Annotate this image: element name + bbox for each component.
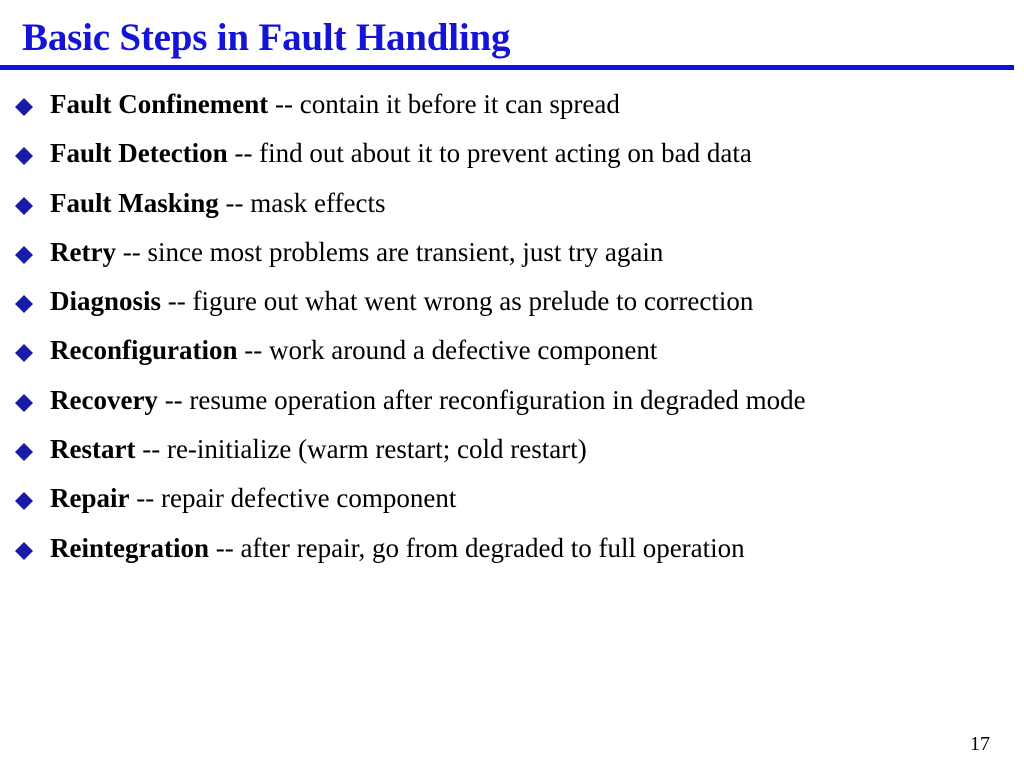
list-item [0,427,1024,476]
term-description: -- work around a defective component [237,335,658,366]
list-item [0,181,1024,230]
diamond-icon [15,246,33,264]
list-item [0,82,1024,131]
term-label: Retry [50,236,116,267]
term-description: -- after repair, go from degraded to full operation [208,532,745,563]
diamond-icon [15,295,33,313]
diamond-icon [15,344,33,362]
term-label: Reconfiguration [50,335,238,366]
list-item [0,526,1024,575]
term-label: Restart [50,434,136,465]
term-label: Recovery [50,384,158,415]
bullet-text [50,183,385,223]
bullet-text [50,84,620,124]
diamond-icon [15,542,33,560]
term-description: -- repair defective component [129,483,457,514]
term-description: -- find out about it to prevent acting on bad data [227,138,752,169]
bullet-text [50,232,663,272]
list-item [0,378,1024,427]
diamond-icon [15,443,33,461]
bullet-list [0,82,1024,575]
list-item [0,279,1024,328]
term-label: Repair [50,483,130,514]
diamond-icon [15,197,33,215]
term-label: Fault Detection [50,138,228,169]
term-description: -- resume operation after reconfiguration in degraded mode [157,384,806,415]
diamond-icon [15,147,33,165]
term-label: Diagnosis [50,286,162,317]
bullet-text [50,478,456,518]
bullet-text [50,429,587,469]
diamond-icon [15,98,33,116]
title-divider [0,65,1014,70]
list-item [0,131,1024,180]
term-label: Reintegration [50,532,209,563]
list-item [0,230,1024,279]
term-label: Fault Masking [50,187,219,218]
term-description: -- re-initialize (warm restart; cold restart) [135,434,587,465]
term-description: -- since most problems are transient, just try again [115,236,664,267]
bullet-text [50,380,806,420]
bullet-text [50,528,745,568]
list-item [0,328,1024,377]
term-description: -- contain it before it can spread [268,89,620,119]
term-description: -- mask effects [218,187,386,218]
bullet-text [50,330,657,370]
slide-title: Basic Steps in Fault Handling [22,16,511,59]
bullet-text [50,133,752,173]
diamond-icon [15,492,33,510]
diamond-icon [15,394,33,412]
term-description: -- figure out what went wrong as prelude to correction [161,286,754,317]
page-number: 17 [970,733,990,755]
bullet-text [50,281,753,321]
term-label: Fault Confinement [50,89,269,119]
list-item [0,476,1024,525]
